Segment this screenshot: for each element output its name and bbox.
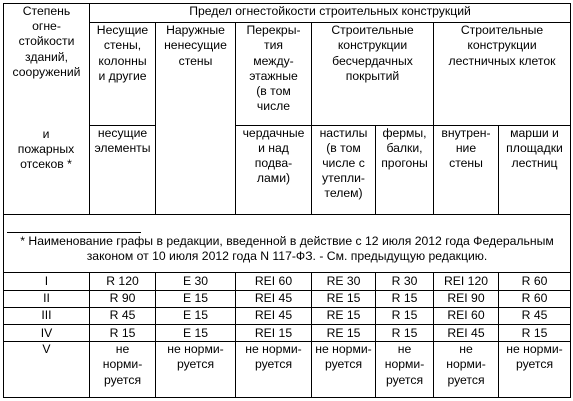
value-cell: E 15: [156, 307, 236, 324]
value-cell: REI 60: [434, 307, 499, 324]
header-roof-group: Строительные конструкции бесчердачных покрытий: [312, 23, 434, 125]
value-cell: R 30: [376, 273, 434, 290]
header-roof-decking: настилы (в том числе с утепли- телем): [312, 125, 376, 214]
degree-cell: II: [4, 290, 90, 307]
value-cell: E 15: [156, 325, 236, 342]
header-outer-walls: Наружные ненесущие стены: [156, 23, 236, 214]
value-cell: REI 90: [434, 290, 499, 307]
fire-resistance-table: [3, 3, 571, 398]
value-cell: R 45: [90, 307, 156, 324]
value-cell: не норми- руется: [236, 342, 312, 398]
value-cell: REI 15: [236, 325, 312, 342]
degree-cell: III: [4, 307, 90, 324]
header-degree-bottom: и пожарных отсеков *: [17, 127, 75, 172]
value-cell: не норми- руется: [90, 342, 156, 398]
value-cell: REI 45: [236, 307, 312, 324]
table-row: [4, 307, 571, 324]
header-degree-cell: [4, 4, 90, 215]
value-cell: RE 15: [312, 290, 376, 307]
table-row: [4, 290, 571, 307]
header-bearing-walls: Несущие стены, колонны и другие: [90, 23, 156, 125]
header-floors-top: Перекры- тия между- этажные (в том числе: [236, 23, 312, 125]
table-row: [4, 342, 571, 398]
value-cell: R 90: [90, 290, 156, 307]
value-cell: R 15: [499, 325, 571, 342]
footnote-rule: [7, 232, 141, 233]
value-cell: REI 45: [236, 290, 312, 307]
header-degree-top: Степень огне- стойкости зданий, сооружений: [12, 4, 81, 79]
value-cell: не норми- руется: [376, 342, 434, 398]
value-cell: RE 15: [312, 307, 376, 324]
value-cell: R 15: [376, 325, 434, 342]
value-cell: R 15: [90, 325, 156, 342]
header-roof-trusses: фермы, балки, прогоны: [376, 125, 434, 214]
value-cell: не норми- руется: [434, 342, 499, 398]
header-stair-flights: марши и площадки лестниц: [499, 125, 571, 214]
value-cell: R 60: [499, 290, 571, 307]
table-row: [4, 325, 571, 342]
table-row: [4, 273, 571, 290]
footnote-text: * Наименование графы в редакции, введенной в действие с 12 июля 2012 года Федеральным законом от 10 июля 2012 года N 117-ФЗ. - См. предыдущую редакцию.: [20, 233, 554, 263]
value-cell: не норми- руется: [312, 342, 376, 398]
header-bearing-walls-bottom: несущие элементы: [90, 125, 156, 214]
value-cell: REI 45: [434, 325, 499, 342]
value-cell: RE 15: [312, 325, 376, 342]
value-cell: не норми- руется: [499, 342, 571, 398]
value-cell: R 15: [376, 290, 434, 307]
footnote-cell: [4, 214, 571, 273]
value-cell: R 120: [90, 273, 156, 290]
degree-cell: IV: [4, 325, 90, 342]
value-cell: REI 120: [434, 273, 499, 290]
value-cell: R 15: [376, 307, 434, 324]
value-cell: R 60: [499, 273, 571, 290]
value-cell: E 15: [156, 290, 236, 307]
value-cell: не норми- руется: [156, 342, 236, 398]
header-floors-bottom: чердачные и над подва- лами): [236, 125, 312, 214]
degree-cell: I: [4, 273, 90, 290]
header-stair-walls: внутрен- ние стены: [434, 125, 499, 214]
value-cell: R 45: [499, 307, 571, 324]
header-group-title: Предел огнестойкости строительных конструкций: [90, 4, 571, 23]
degree-cell: V: [4, 342, 90, 398]
value-cell: E 30: [156, 273, 236, 290]
value-cell: REI 60: [236, 273, 312, 290]
header-stair-group: Строительные конструкции лестничных клеток: [434, 23, 571, 125]
value-cell: RE 30: [312, 273, 376, 290]
